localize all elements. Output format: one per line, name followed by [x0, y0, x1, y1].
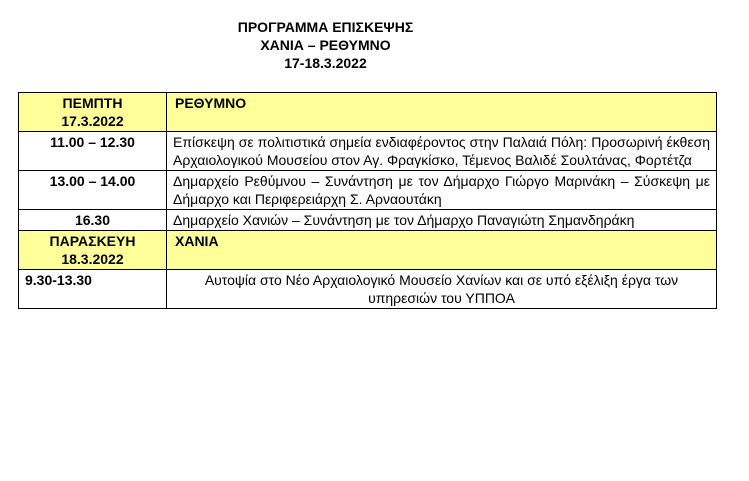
day-date: 18.3.2022 — [61, 251, 124, 267]
day-cell — [19, 231, 167, 270]
activity-cell: Επίσκεψη σε πολιτιστικά σημεία ενδιαφέροντος στην Παλαιά Πόλη: Προσωρινή έκθεση Αρχαιολογικού Μουσείου στον Αγ. Φραγκίσκο, Τέμενος Βαλιδέ Σουλτάνας, Φορτέτζα — [167, 132, 717, 171]
place-cell: ΡΕΘΥΜΝΟ — [167, 93, 717, 132]
schedule-table — [18, 92, 717, 309]
table-row — [19, 270, 717, 309]
title-line-3: 17-18.3.2022 — [284, 55, 367, 71]
time-cell: 9.30-13.30 — [19, 270, 167, 309]
day-header-row — [19, 93, 717, 132]
time-cell: 13.00 – 14.00 — [19, 171, 167, 210]
table-row — [19, 132, 717, 171]
activity-cell: Δημαρχείο Ρεθύμνου – Συνάντηση με τον Δήμαρχο Γιώργο Μαρινάκη – Σύσκεψη με Δήμαρχο και Περιφερειάρχη Σ. Αρναουτάκη — [167, 171, 717, 210]
table-row — [19, 210, 717, 231]
activity-cell: Αυτοψία στο Νέο Αρχαιολογικό Μουσείο Χανίων και σε υπό εξέλιξη έργα των υπηρεσιών του ΥΠΠΟΑ — [167, 270, 717, 309]
day-header-row — [19, 231, 717, 270]
day-cell — [19, 93, 167, 132]
time-cell: 16.30 — [19, 210, 167, 231]
activity-cell: Δημαρχείο Χανιών – Συνάντηση με τον Δήμαρχο Παναγιώτη Σημανδηράκη — [167, 210, 717, 231]
day-date: 17.3.2022 — [61, 113, 124, 129]
title-line-2: ΧΑΝΙΑ – ΡΕΘΥΜΝΟ — [260, 37, 391, 53]
day-name: ΠΕΜΠΤΗ — [62, 95, 123, 111]
place-cell: ΧΑΝΙΑ — [167, 231, 717, 270]
title-line-1: ΠΡΟΓΡΑΜΜΑ ΕΠΙΣΚΕΨΗΣ — [237, 19, 414, 35]
document-title — [0, 18, 651, 72]
time-cell: 11.00 – 12.30 — [19, 132, 167, 171]
table-row — [19, 171, 717, 210]
day-name: ΠΑΡΑΣΚΕΥΗ — [49, 233, 136, 249]
